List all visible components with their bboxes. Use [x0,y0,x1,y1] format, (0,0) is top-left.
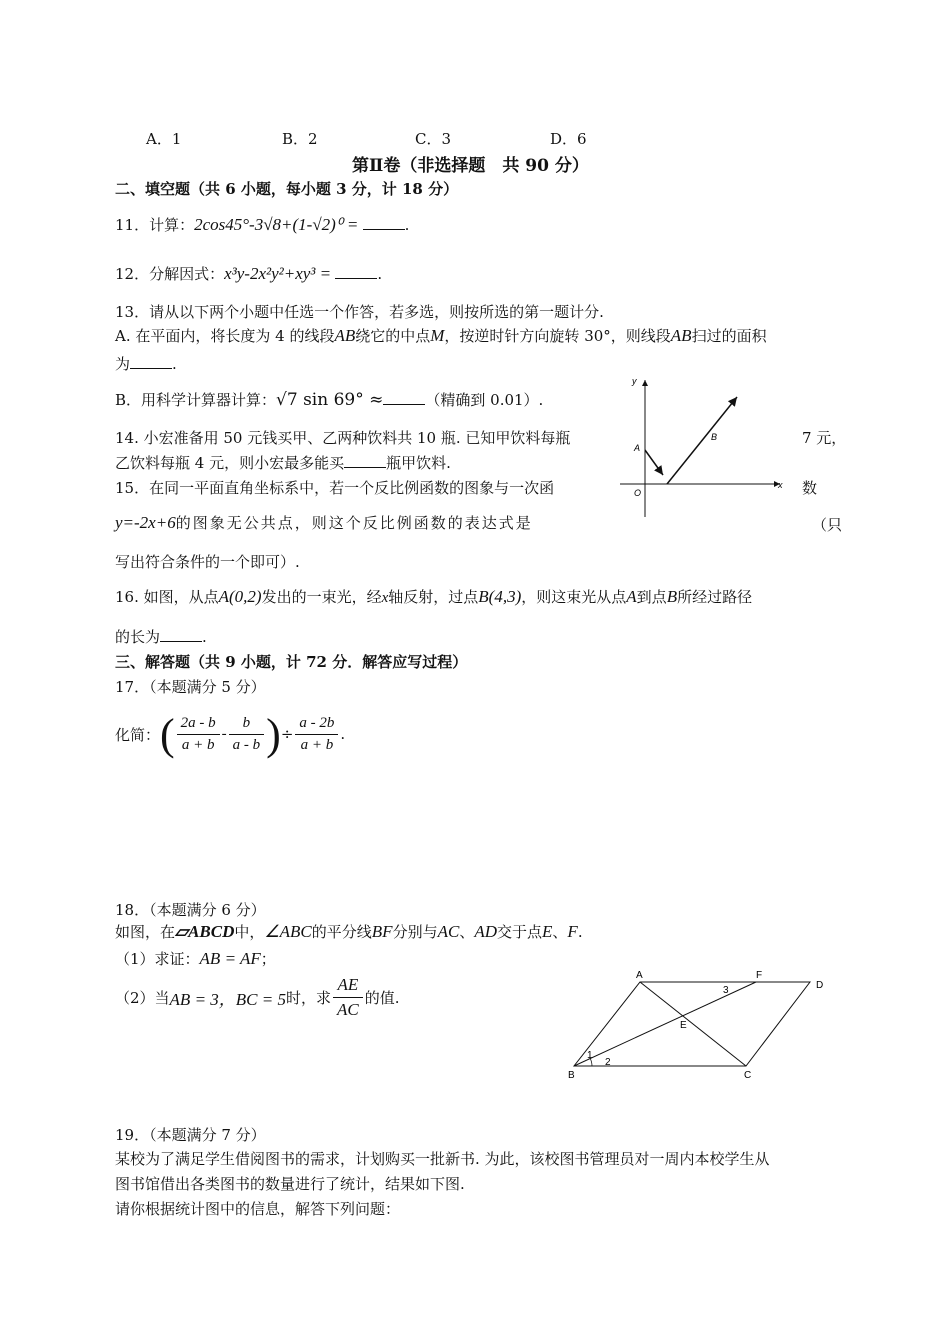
question-13b: B．用科学计算器计算：√7 sin 69° ≈ （精确到 0.01）. [115,390,544,410]
point-e-label: E [680,1020,687,1031]
question-15-line2: y=-2x+6的图象无公共点，则这个反比例函数的表达式是 [115,513,533,532]
fraction: $\frac{a - 2b}{a + b}$ [295,715,338,754]
angle-1-label: 1 [587,1050,593,1061]
vertex-d-label: D [816,980,824,991]
question-14-line1: 14. 小宏准备用 50 元钱买甲、乙两种饮料共 10 瓶. 已知甲饮料每瓶 [115,429,571,447]
fraction: $\frac{b}{a - b}$ [229,715,265,754]
question-19-line3: 请你根据统计图中的信息，解答下列问题： [115,1200,401,1218]
option-c: C．3 [415,130,452,148]
question-14-line1-right: 7 元， [802,429,847,447]
vertex-c-label: C [744,1070,752,1081]
y-axis-label: y [632,376,637,386]
question-11: 11．计算：2cos45°-3√8+(1-√2)⁰ = . [115,215,410,234]
vertex-a-label: A [636,970,643,981]
angle-2-label: 2 [605,1057,611,1068]
parallelogram-figure [560,962,840,1082]
fraction: $\frac{2a - b}{a + b}$ [177,715,220,754]
option-b: B．2 [282,130,318,148]
question-15-line3: 写出符合条件的一个即可）. [115,553,300,571]
section3-heading: 三、解答题（共 9 小题，计 72 分．解答应写过程） [115,653,468,671]
question-15-line1: 15．在同一平面直角坐标系中，若一个反比例函数的图象与一次函 [115,479,555,497]
question-18-part2: （2）当 AB = 3，BC = 5 时，求 $\frac{AE}{AC}$ 的值. [115,974,400,1019]
question-16-line2: 的长为 . [115,628,207,646]
question-13a-cont: 为 . [115,355,177,373]
option-d: D．6 [550,130,587,148]
diagonal-ac [640,982,746,1066]
answer-blank [335,264,377,279]
question-19-line1: 某校为了满足学生借阅图书的需求，计划购买一批新书. 为此，该校图书管理员对一周内本校学生从 [115,1150,770,1168]
incident-ray [645,450,663,475]
question-15-line2-right: （只 [812,516,843,534]
answer-blank [160,627,202,642]
fraction: $\frac{AE}{AC}$ [333,975,363,1020]
part2-title: 第Ⅱ卷（非选择题 共 90 分） [352,156,589,176]
question-13-intro: 13．请从以下两个小题中任选一个作答，若多选，则按所选的第一题计分. [115,303,604,321]
bisector-bf [574,982,756,1066]
x-axis-label: x [778,480,783,490]
question-18-part1: （1）求证：AB = AF； [115,949,276,968]
point-b-label: B [711,432,718,442]
question-18-title: 18．（本题满分 6 分） [115,901,266,919]
question-12: 12．分解因式：x³y-2x²y²+xy³ = . [115,264,383,283]
angle-3-label: 3 [723,985,729,996]
question-19-title: 19．（本题满分 7 分） [115,1126,266,1144]
question-17-expression: 化简： ( $\frac{2a - b}{a + b}$ - $\frac{b}{a - b}$ ) ÷ $\frac{a - 2b}{a + b}$ . [115,709,346,759]
light-reflection-figure [615,372,795,522]
question-14-line2: 乙饮料每瓶 4 元，则小宏最多能买 瓶甲饮料. [115,454,451,472]
origin-label: O [634,488,642,498]
question-15-line1-right: 数 [802,479,818,497]
answer-blank [344,453,386,468]
section2-heading: 二、填空题（共 6 小题，每小题 3 分，计 18 分） [115,180,459,198]
question-18-line1: 如图，在▱ABCD中，∠ABC的平分线BF分别与AC、AD交于点E、F. [115,922,583,941]
vertex-b-label: B [568,1070,575,1081]
answer-blank [130,354,172,369]
q13b-expression: √7 sin 69° ≈ [276,390,384,410]
question-16-line1: 16. 如图，从点A(0,2)发出的一束光，经x轴反射，过点B(4,3)，则这束光从点A到点B所经过路径 [115,587,753,606]
question-13a: A. 在平面内，将长度为 4 的线段AB绕它的中点M，按逆时针方向旋转 30°，则线段AB扫过的面积 [115,326,767,345]
question-19-line2: 图书馆借出各类图书的数量进行了统计，结果如下图. [115,1175,465,1193]
parallelogram-abcd [574,982,810,1066]
point-f-label: F [756,970,763,981]
point-a-label: A [634,443,641,453]
answer-blank [363,215,405,230]
answer-blank [383,390,425,405]
q11-expression: 2cos45°-3√8+(1-√2)⁰ = [194,215,363,234]
q12-expression: x³y-2x²y²+xy³ = [224,264,336,283]
reflected-ray [667,397,737,484]
option-a: A．1 [146,130,182,148]
question-17-title: 17．（本题满分 5 分） [115,678,266,696]
